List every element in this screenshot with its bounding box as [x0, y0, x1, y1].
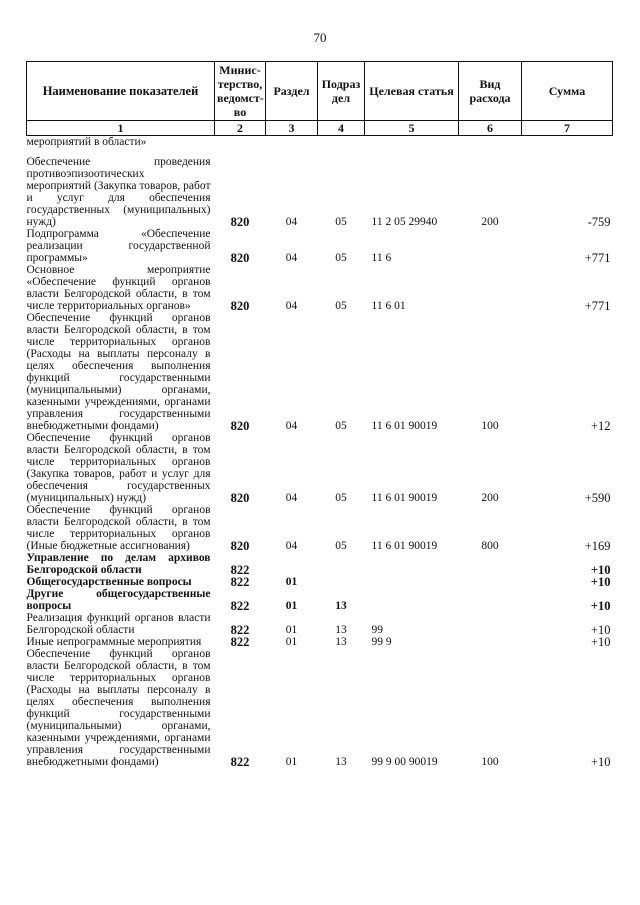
row-target-item: 11 6 01 90019	[371, 420, 438, 432]
row-expense-type	[459, 264, 522, 312]
column-number: 4	[318, 121, 365, 136]
row-section: 01	[285, 636, 298, 648]
row-ministry-code: 822	[230, 575, 250, 589]
row-amount: +10	[590, 599, 611, 613]
row-target-item: 99 9	[371, 636, 392, 648]
row-subsection: 13	[335, 624, 347, 636]
row-ministry-code: 822	[230, 635, 250, 649]
row-section: 01	[285, 756, 298, 768]
row-name: Обеспечение проведения противоэпизоотических мероприятий (Закупка товаров, работ и услуг для обеспечения государственных (муниципальных) нужд)	[26, 156, 211, 228]
row-subsection	[318, 136, 365, 149]
row-expense-type: 800	[481, 540, 499, 552]
row-section: 01	[285, 576, 298, 588]
row-target-item: 11 2 05 29940	[371, 216, 438, 228]
row-section: 04	[285, 300, 298, 312]
header-subsection: Подраз дел	[318, 62, 365, 121]
row-ministry-code: 820	[230, 299, 250, 313]
row-ministry-code: 820	[230, 491, 250, 505]
page-number: 70	[313, 30, 327, 45]
row-section: 04	[285, 252, 298, 264]
row-amount: +590	[584, 491, 611, 505]
table-row	[27, 504, 613, 552]
table-row	[27, 228, 613, 264]
row-target-item: 11 6 01 90019	[371, 492, 438, 504]
row-subsection	[318, 576, 365, 588]
table-row	[27, 136, 613, 149]
row-target-item	[365, 588, 459, 612]
row-section: 01	[285, 624, 298, 636]
row-amount: +10	[590, 563, 611, 577]
row-ministry-code: 822	[230, 563, 250, 577]
column-number: 3	[266, 121, 318, 136]
header-section: Раздел	[266, 62, 318, 121]
row-expense-type: 100	[481, 756, 499, 768]
row-name: Иные непрограммные мероприятия	[26, 636, 202, 648]
column-number: 2	[215, 121, 266, 136]
row-ministry-code: 820	[230, 251, 250, 265]
row-name: Подпрограмма «Обеспечение реализации государственной программы»	[26, 228, 211, 264]
row-target-item: 11 6 01 90019	[371, 540, 438, 552]
row-name: мероприятий в области»	[26, 136, 147, 148]
row-expense-type: 200	[481, 492, 499, 504]
row-name: Основное мероприятие «Обеспечение функций органов власти Белгородской области, в том числе территориальных органов»	[26, 264, 211, 312]
row-ministry-code: 820	[230, 215, 250, 229]
row-target-item: 11 6 01	[371, 300, 406, 312]
row-name: Общегосударственные вопросы	[26, 576, 192, 588]
row-subsection: 13	[335, 756, 347, 768]
row-expense-type: 200	[481, 216, 499, 228]
row-ministry-code: 820	[230, 539, 250, 553]
row-expense-type	[459, 612, 522, 636]
row-ministry-code: 822	[230, 755, 250, 769]
row-subsection: 13	[335, 636, 347, 648]
row-expense-type	[459, 228, 522, 264]
table-row	[27, 432, 613, 504]
row-target-item: 99	[371, 624, 383, 636]
row-amount: +10	[590, 623, 611, 637]
column-number: 6	[459, 121, 522, 136]
row-expense-type	[459, 588, 522, 612]
row-ministry-code: 822	[230, 599, 250, 613]
row-expense-type	[459, 576, 522, 588]
row-expense-type	[459, 636, 522, 648]
row-section	[266, 136, 318, 149]
table-row	[27, 148, 613, 228]
row-amount	[522, 136, 613, 149]
table-row	[27, 636, 613, 648]
row-subsection	[318, 552, 365, 576]
row-target-item	[365, 576, 459, 588]
row-section: 04	[285, 492, 298, 504]
row-name: Управление по делам архивов Белгородской области	[26, 552, 211, 576]
row-amount: +169	[584, 539, 611, 553]
row-expense-type: 100	[481, 420, 499, 432]
row-amount: +10	[590, 635, 611, 649]
row-ministry-code	[215, 136, 266, 149]
row-subsection: 05	[335, 216, 347, 228]
row-name: Обеспечение функций органов власти Белгородской области, в том числе территориальных органов (Расходы на выплаты персоналу в целях обеспечения выполнения функций государственными (муниципальными) органами, казенными учреждениями, органами управления государственными внебюджетными фондами)	[26, 648, 211, 768]
table-body	[27, 136, 613, 769]
row-section: 04	[285, 540, 298, 552]
row-section: 04	[285, 420, 298, 432]
row-name: Другие общегосударственные вопросы	[26, 588, 211, 612]
table-row	[27, 264, 613, 312]
row-subsection: 13	[335, 600, 347, 612]
budget-table	[26, 61, 613, 768]
column-number: 5	[365, 121, 459, 136]
row-name: Обеспечение функций органов власти Белгородской области, в том числе территориальных органов (Расходы на выплаты персоналу в целях обеспечения выполнения функций государственными (муниципальными) органами, казенными учреждениями, органами управления государственными внебюджетными фондами)	[26, 312, 211, 432]
header-indicator-name: Наименование показателей	[27, 62, 215, 121]
column-number: 1	[27, 121, 215, 136]
row-target-item	[365, 136, 459, 149]
row-section: 04	[285, 216, 298, 228]
table-header	[27, 62, 613, 136]
row-ministry-code: 820	[230, 419, 250, 433]
row-amount: -759	[587, 215, 611, 229]
row-subsection: 05	[335, 300, 347, 312]
table-row	[27, 588, 613, 612]
row-name: Реализация функций органов власти Белгородской области	[26, 612, 211, 636]
row-amount: +771	[584, 251, 611, 265]
row-target-item: 11 6	[371, 252, 392, 264]
row-name: Обеспечение функций органов власти Белгородской области, в том числе территориальных органов (Закупка товаров, работ и услуг для обеспечения государственных (муниципальных) нужд)	[26, 432, 211, 504]
row-subsection: 05	[335, 492, 347, 504]
row-amount: +10	[590, 755, 611, 769]
header-ministry: Минис-терство, ведомст-во	[215, 62, 266, 121]
row-section	[266, 552, 318, 576]
row-name: Обеспечение функций органов власти Белгородской области, в том числе территориальных органов (Иные бюджетные ассигнования)	[26, 504, 211, 552]
row-expense-type	[459, 552, 522, 576]
table-row	[27, 612, 613, 636]
row-target-item: 99 9 00 90019	[371, 756, 438, 768]
row-subsection: 05	[335, 540, 347, 552]
header-expense-type: Вид расхода	[459, 62, 522, 121]
row-amount: +771	[584, 299, 611, 313]
header-amount: Сумма	[522, 62, 613, 121]
row-expense-type	[459, 136, 522, 149]
table-row	[27, 312, 613, 432]
row-ministry-code: 822	[230, 623, 250, 637]
table-row	[27, 648, 613, 768]
row-amount: +12	[590, 419, 611, 433]
row-subsection: 05	[335, 420, 347, 432]
row-section: 01	[285, 600, 298, 612]
table-row	[27, 552, 613, 576]
header-target-item: Целевая статья	[365, 62, 459, 121]
table-row	[27, 576, 613, 588]
column-number: 7	[522, 121, 613, 136]
row-target-item	[365, 552, 459, 576]
row-amount: +10	[590, 575, 611, 589]
row-subsection: 05	[335, 252, 347, 264]
